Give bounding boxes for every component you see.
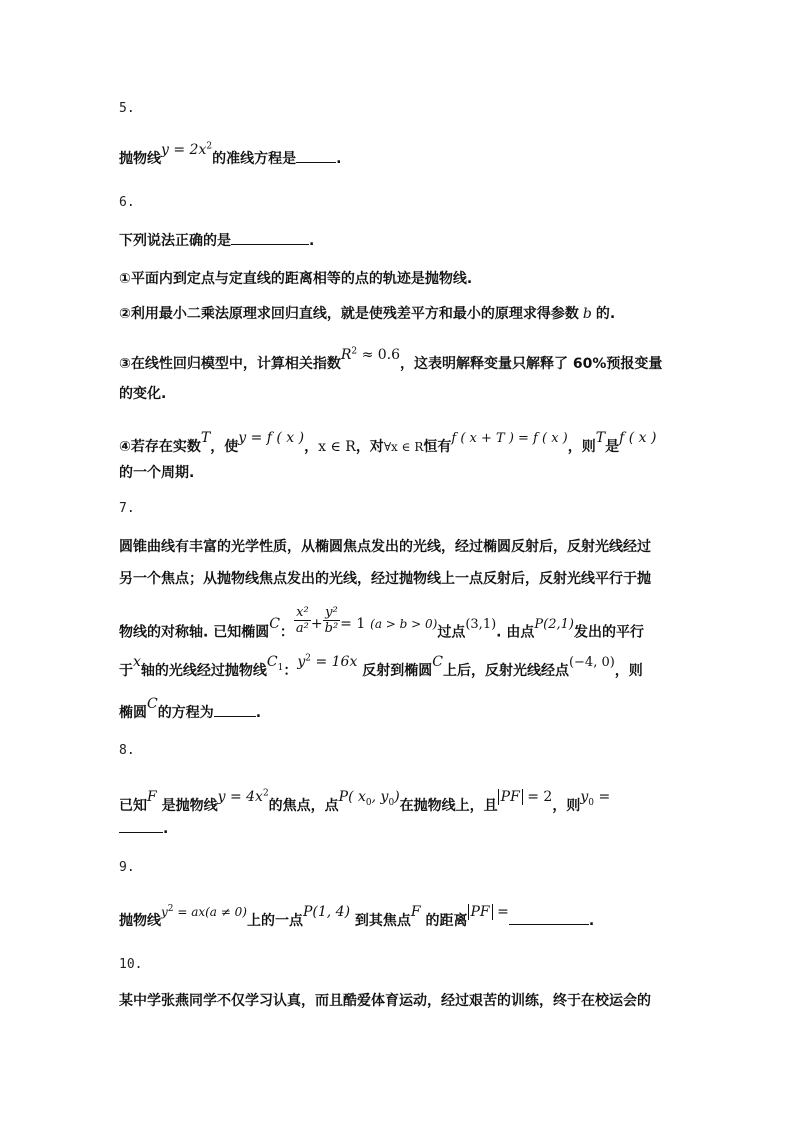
q6-s4-xR: x ∈ R [318, 439, 356, 455]
q6-s4-f3: f ( x ) [619, 430, 657, 446]
q7-l4-C1: C [266, 654, 278, 670]
q7-frac2-num: y² [323, 605, 341, 621]
q8-line-2 [119, 820, 168, 837]
q6-statement-3 [119, 346, 663, 373]
q7-l4-text-d: 反射到椭圆 [362, 663, 433, 679]
q8-text-1: 已知 [119, 798, 147, 814]
q9-F: F [410, 904, 421, 920]
q8-line-1 [119, 788, 611, 817]
q6-s3-text-b: ，这表明解释变量只解释了 60%预报变量 [400, 356, 663, 372]
q7-l3-C: C [269, 615, 280, 632]
q7-l4-text-e: 上后，反射光线经点 [442, 663, 569, 679]
q8-text-2: 是抛物线 [161, 798, 218, 814]
q6-s2-param-b: b [582, 306, 592, 322]
q7-l5-C: C [147, 696, 158, 712]
q7-frac1-den: a² [295, 621, 309, 636]
q8-eq: y = 4x [217, 789, 263, 805]
q6-stem-text: 下列说法正确的是 [119, 233, 231, 249]
q5-end: . [336, 151, 342, 167]
q7-l4-text-a: 于 [119, 663, 133, 679]
question-5-text [119, 141, 342, 168]
q7-frac2-den: b² [324, 621, 339, 636]
q7-l3-text-b: ： [279, 624, 294, 641]
q6-s4-forall: ∀x ∈ R [383, 440, 424, 454]
q8-P-close: ) [394, 789, 400, 805]
q8-P-y: , y [371, 789, 389, 805]
q7-line-1: 圆锥曲线有丰富的光学性质，从椭圆焦点发出的光线，经过椭圆反射后，反射光线经过 [119, 539, 651, 555]
q8-P-x: ( x [348, 789, 366, 805]
q5-eq-exp: 2 [206, 141, 213, 152]
q6-statement-2 [119, 303, 615, 323]
q7-l4-text-f: ，则 [614, 663, 643, 679]
q8-y0-sub: 0 [588, 797, 594, 808]
q7-point-1: (3,1) [465, 616, 497, 632]
q6-s4-T: T [200, 430, 211, 446]
q7-l4-text-b: 轴的光线经过抛物线 [140, 663, 267, 679]
q9-eq-rhs: = ax(a ≠ 0) [173, 905, 247, 919]
q8-end: . [163, 821, 169, 837]
question-7-number: 7. [119, 501, 135, 516]
q6-s3-R: R [340, 347, 352, 363]
q7-answer-blank[interactable] [214, 704, 256, 717]
question-6-stem [119, 230, 314, 250]
q7-fraction-y [323, 605, 341, 636]
q6-s4-text-a: ④若存在实数 [119, 439, 201, 455]
q8-P-x-sub: 0 [365, 797, 372, 808]
q7-eq1: = 1 [340, 615, 366, 632]
q9-text-1: 抛物线 [119, 913, 161, 929]
q8-PF: PF [498, 789, 523, 805]
q6-s3-exp: 2 [351, 346, 358, 357]
q7-l4-C1-sub: 1 [277, 662, 284, 673]
q7-fraction-x [294, 605, 311, 636]
question-6-number: 6. [119, 195, 135, 210]
q6-s4-text-g: 是 [605, 439, 620, 455]
q7-l4-C: C [432, 654, 443, 670]
question-8-number: 8. [119, 743, 135, 758]
question-10-number: 10. [119, 957, 143, 972]
q5-text-1: 抛物线 [119, 151, 161, 167]
q8-text-5: ，则 [552, 798, 581, 814]
q6-s4-f2: f ( x + T ) = f ( x ) [451, 431, 568, 446]
q9-end: . [588, 913, 595, 929]
q6-statement-3-cont: 的变化. [119, 386, 167, 402]
q7-line-5 [119, 696, 262, 722]
q6-s4-text-c: ， [304, 439, 319, 455]
q7-l3-text-a: 物线的对称轴. 已知椭圆 [119, 624, 270, 641]
q7-l5-text-b: 的方程为 [157, 705, 214, 721]
q7-point-P: P(2,1) [534, 616, 574, 632]
q6-s2-text-a: ②利用最小二乘法原理求回归直线，就是使残差平方和最小的原理求得参数 [119, 306, 579, 322]
q9-answer-blank[interactable] [509, 912, 589, 925]
q5-eq-lhs: y = 2x [161, 142, 207, 158]
q8-y0: y [580, 789, 589, 805]
q8-answer-blank[interactable] [119, 820, 163, 833]
q6-s4-text-f: ，则 [567, 439, 596, 455]
q5-answer-blank[interactable] [296, 150, 336, 163]
q10-line-1: 某中学张燕同学不仅学习认真，而且酷爱体育运动，经过艰苦的训练，终于在校运会的 [119, 993, 651, 1009]
q7-line-3 [119, 605, 644, 648]
q8-y0-eq: = [594, 789, 611, 805]
q7-l4-point: (−4, 0) [568, 655, 615, 670]
q6-answer-blank[interactable] [231, 232, 309, 245]
q7-l5-text-a: 椭圆 [119, 705, 147, 721]
q6-s4-text-b: ，使 [210, 439, 239, 455]
q8-P: P [338, 789, 349, 805]
q6-s4-text-e: 恒有 [423, 439, 452, 455]
q7-condition: (a > b > 0) [370, 616, 438, 631]
q7-l4-text-c: ： [283, 663, 298, 679]
q7-l3-text-c: 过点 [437, 624, 466, 641]
q7-l4-eq-exp: 2 [305, 653, 312, 664]
q7-plus: + [310, 615, 323, 632]
q6-statement-1: ①平面内到定点与定直线的距离相等的点的轨迹是抛物线. [119, 271, 473, 287]
q9-eq-y: y [161, 905, 168, 919]
q8-eq2: = 2 [522, 789, 553, 805]
q7-l3-text-d: . 由点 [496, 624, 535, 641]
q6-statement-4 [119, 430, 657, 456]
q7-l4-eq-y: y [297, 654, 306, 670]
q9-text-2: 上的一点 [246, 913, 303, 929]
q9-text-4: 的距离 [425, 913, 468, 929]
q9-eq3: = [492, 904, 509, 920]
q9-text-3: 到其焦点 [354, 913, 411, 929]
q6-s2-text-c: 的. [595, 306, 616, 322]
q5-text-2: 的准线方程是 [212, 151, 297, 167]
q9-eq-exp: 2 [167, 904, 174, 914]
q8-text-3: 的焦点，点 [268, 798, 339, 814]
q6-s3-approx: ≈ 0.6 [357, 347, 401, 363]
q7-frac1-num: x² [294, 605, 311, 621]
q8-F: F [147, 789, 157, 805]
q9-PF: PF [468, 904, 493, 920]
question-5-number: 5. [119, 101, 135, 116]
q7-l3-text-e: 发出的平行 [573, 624, 644, 641]
q6-s4-T2: T [595, 430, 606, 446]
q8-text-4: 在抛物线上，且 [399, 798, 498, 814]
q6-s4-f1: y = f ( x ) [238, 430, 305, 446]
q6-statement-4-cont: 的一个周期. [119, 465, 195, 481]
q9-point-P: P(1, 4) [302, 904, 351, 920]
q8-eq-exp: 2 [262, 788, 269, 799]
q9-line-1 [119, 904, 595, 930]
q6-end: . [309, 233, 315, 249]
q5-equation [161, 142, 212, 158]
q8-P-y-sub: 0 [388, 797, 395, 808]
q7-l4-x: x [133, 654, 141, 670]
q7-line-2: 另一个焦点；从抛物线焦点发出的光线，经过抛物线上一点反射后，反射光线平行于抛 [119, 571, 651, 587]
q7-line-4 [119, 653, 643, 682]
question-9-number: 9. [119, 860, 135, 875]
q6-s3-text-a: ③在线性回归模型中，计算相关指数 [119, 356, 341, 372]
q7-l4-eq-rhs: = 16x [311, 654, 358, 670]
q6-s4-text-d: ，对 [355, 439, 384, 455]
q7-end: . [255, 705, 262, 721]
